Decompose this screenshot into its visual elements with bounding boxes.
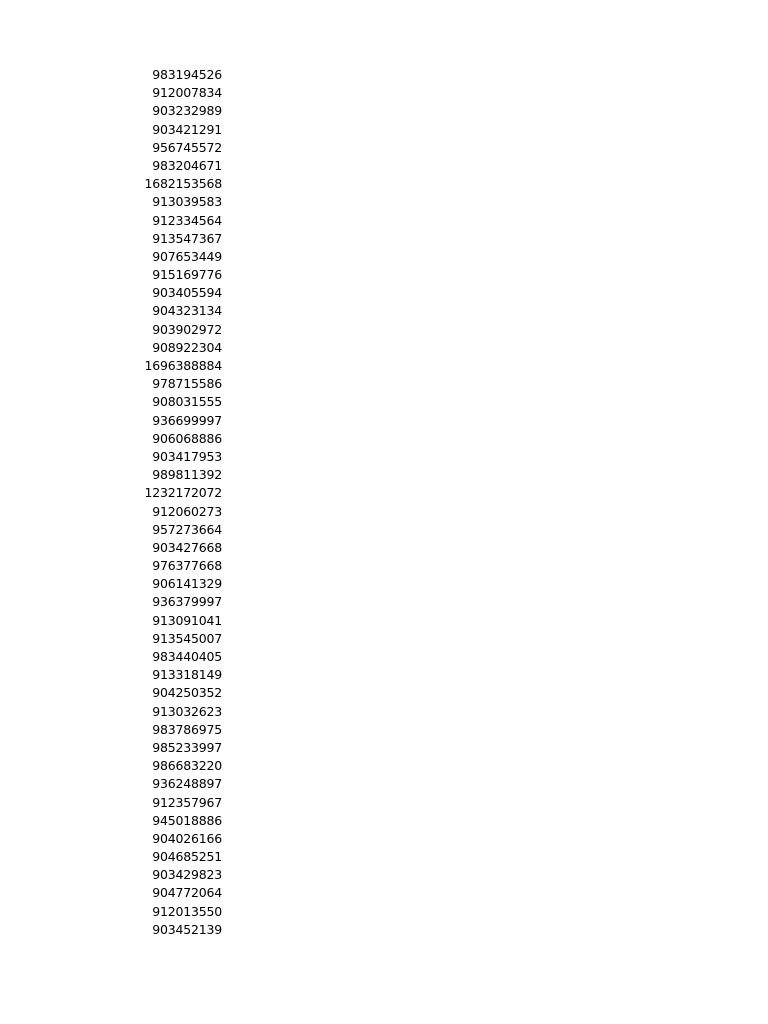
number-row: 903405594 bbox=[152, 285, 222, 301]
number-row: 912060273 bbox=[152, 503, 222, 519]
number-row: 903232989 bbox=[152, 103, 222, 119]
number-row: 956745572 bbox=[152, 139, 222, 155]
number-row: 1232172072 bbox=[144, 485, 222, 501]
number-row: 908031555 bbox=[152, 394, 222, 410]
number-row: 945018886 bbox=[152, 812, 222, 828]
number-row: 912007834 bbox=[152, 85, 222, 101]
number-row: 912334564 bbox=[152, 212, 222, 228]
number-row: 904323134 bbox=[152, 303, 222, 319]
number-row: 989811392 bbox=[152, 467, 222, 483]
number-row: 913545007 bbox=[152, 630, 222, 646]
number-row: 904250352 bbox=[152, 685, 222, 701]
number-row: 985233997 bbox=[152, 739, 222, 755]
number-row: 906141329 bbox=[152, 576, 222, 592]
number-row: 957273664 bbox=[152, 521, 222, 537]
number-row: 904772064 bbox=[152, 885, 222, 901]
number-row: 913091041 bbox=[152, 612, 222, 628]
number-row: 913318149 bbox=[152, 667, 222, 683]
number-row: 983440405 bbox=[152, 649, 222, 664]
number-row: 986683220 bbox=[152, 758, 222, 774]
number-row: 913039583 bbox=[152, 194, 222, 210]
number-row: 983786975 bbox=[152, 721, 222, 737]
phone-number-list bbox=[120, 66, 222, 939]
number-row: 936379997 bbox=[152, 594, 222, 610]
number-row: 903421291 bbox=[152, 121, 222, 137]
number-row: 903427668 bbox=[152, 539, 222, 555]
number-row: 983204671 bbox=[152, 157, 222, 173]
number-row: 907653449 bbox=[152, 248, 222, 264]
number-row: 903902972 bbox=[152, 321, 222, 337]
number-row: 983194526 bbox=[152, 67, 222, 82]
number-row: 913032623 bbox=[152, 703, 222, 719]
number-row: 903452139 bbox=[152, 921, 222, 937]
number-row: 903417953 bbox=[152, 448, 222, 464]
number-row: 906068886 bbox=[152, 430, 222, 446]
number-row: 904685251 bbox=[152, 849, 222, 865]
number-row: 978715586 bbox=[152, 376, 222, 392]
number-row: 912357967 bbox=[152, 794, 222, 810]
number-row: 915169776 bbox=[152, 267, 222, 283]
number-row: 903429823 bbox=[152, 867, 222, 883]
number-row: 1682153568 bbox=[144, 176, 222, 192]
number-row: 904026166 bbox=[152, 830, 222, 846]
number-row: 936699997 bbox=[152, 412, 222, 428]
number-row: 908922304 bbox=[152, 339, 222, 355]
number-row: 1696388884 bbox=[144, 358, 222, 373]
number-row: 976377668 bbox=[152, 558, 222, 574]
number-row: 912013550 bbox=[152, 903, 222, 919]
number-row: 936248897 bbox=[152, 776, 222, 792]
number-row: 913547367 bbox=[152, 230, 222, 246]
